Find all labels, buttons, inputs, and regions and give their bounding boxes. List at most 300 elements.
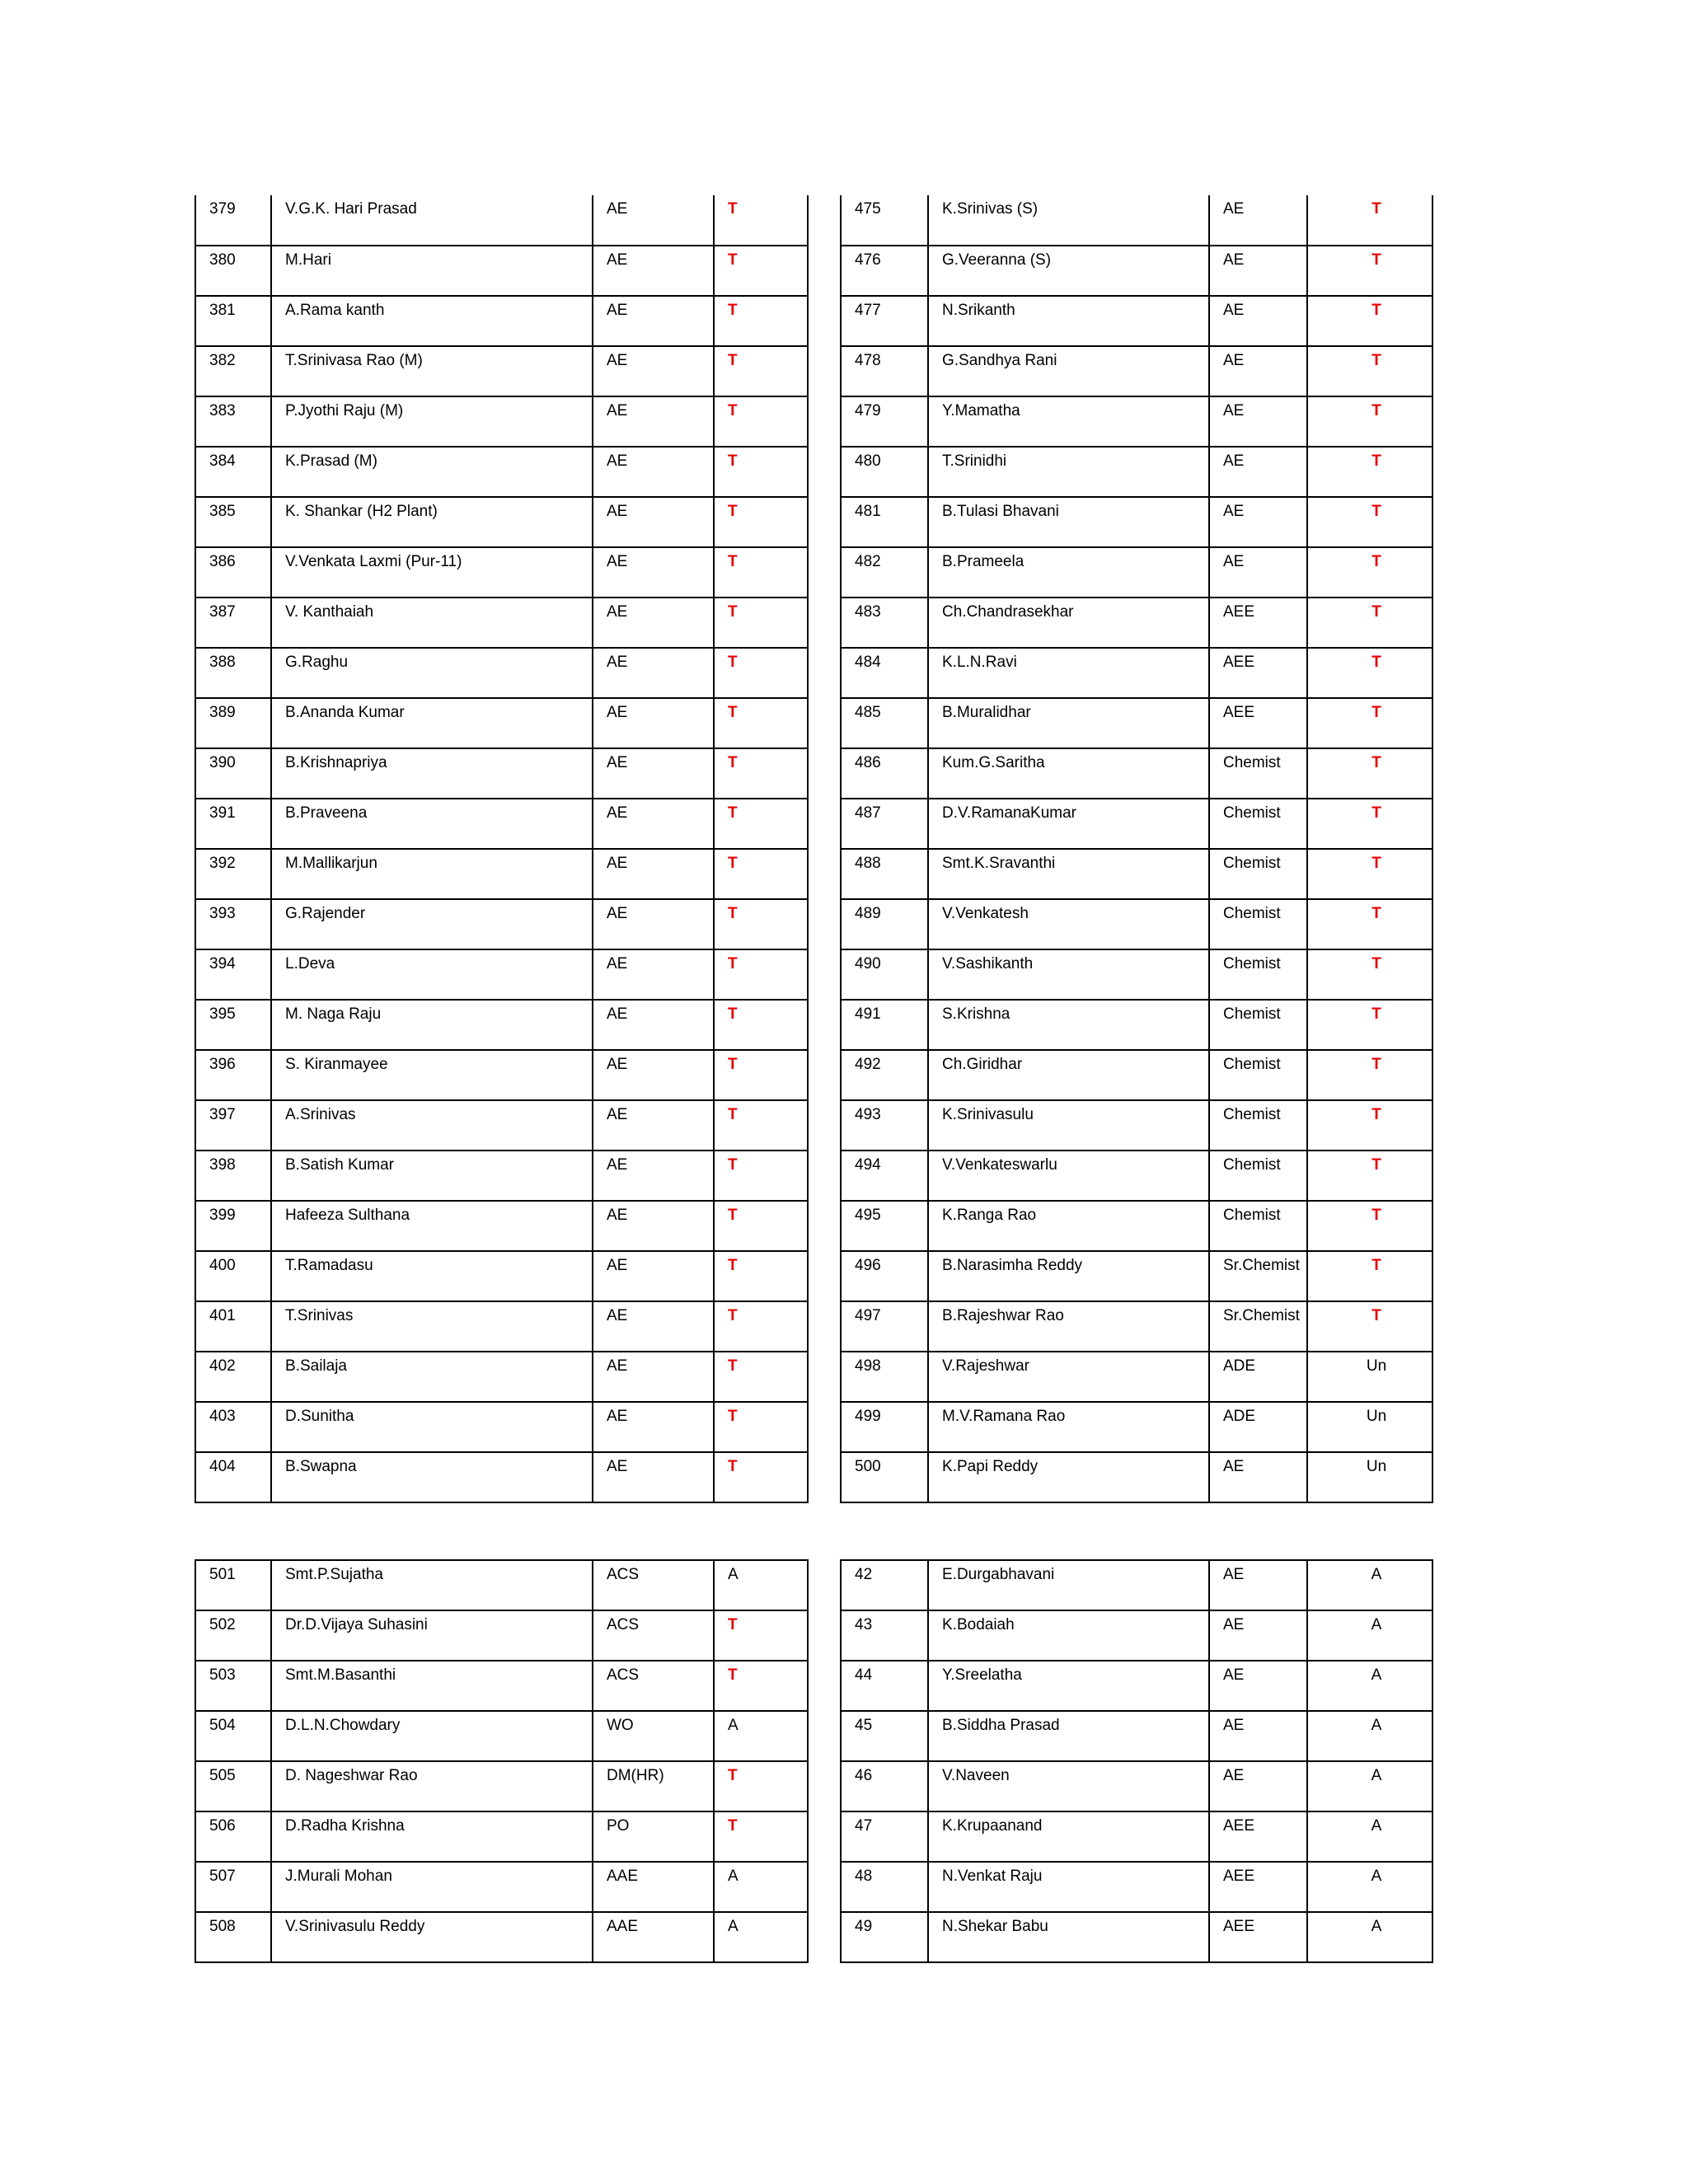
table-row xyxy=(195,447,808,497)
table-row xyxy=(195,849,808,899)
designation-cell: AE xyxy=(593,296,714,346)
employee-name-cell: Smt.M.Basanthi xyxy=(271,1661,593,1711)
table-row xyxy=(195,1352,808,1402)
employee-name-cell: K.Krupaanand xyxy=(928,1811,1209,1862)
serial-number-cell: 490 xyxy=(841,949,928,1000)
status-cell: T xyxy=(714,1811,808,1862)
lower-left-roster-table xyxy=(195,1559,809,1963)
serial-number-cell: 501 xyxy=(195,1560,271,1610)
serial-number-cell: 387 xyxy=(195,598,271,648)
status-cell: T xyxy=(714,648,808,698)
employee-name-cell: V. Kanthaiah xyxy=(271,598,593,648)
serial-number-cell: 401 xyxy=(195,1301,271,1352)
designation-cell: AE xyxy=(593,849,714,899)
serial-number-cell: 46 xyxy=(841,1761,928,1811)
employee-name-cell: T.Srinidhi xyxy=(928,447,1209,497)
table-row xyxy=(841,1711,1432,1761)
designation-cell: AE xyxy=(1209,296,1307,346)
employee-name-cell: B.Swapna xyxy=(271,1452,593,1502)
status-cell: T xyxy=(714,346,808,396)
table-row xyxy=(195,1201,808,1251)
designation-cell: AE xyxy=(1209,547,1307,598)
status-cell: T xyxy=(714,1100,808,1151)
employee-name-cell: L.Deva xyxy=(271,949,593,1000)
table-row xyxy=(841,447,1432,497)
serial-number-cell: 399 xyxy=(195,1201,271,1251)
status-cell: T xyxy=(714,1201,808,1251)
status-cell: A xyxy=(1307,1811,1432,1862)
designation-cell: AE xyxy=(593,1201,714,1251)
serial-number-cell: 48 xyxy=(841,1862,928,1912)
employee-name-cell: K.Srinivas (S) xyxy=(928,195,1209,246)
designation-cell: AE xyxy=(1209,346,1307,396)
employee-name-cell: B.Muralidhar xyxy=(928,698,1209,748)
serial-number-cell: 382 xyxy=(195,346,271,396)
status-cell: T xyxy=(714,296,808,346)
status-cell: T xyxy=(1307,698,1432,748)
serial-number-cell: 504 xyxy=(195,1711,271,1761)
table-row xyxy=(841,748,1432,799)
serial-number-cell: 487 xyxy=(841,799,928,849)
designation-cell: Chemist xyxy=(1209,949,1307,1000)
serial-number-cell: 386 xyxy=(195,547,271,598)
designation-cell: AE xyxy=(593,1000,714,1050)
status-cell: T xyxy=(714,1301,808,1352)
designation-cell: AEE xyxy=(1209,1912,1307,1962)
table-row xyxy=(195,1050,808,1100)
table-row xyxy=(195,748,808,799)
employee-name-cell: V.Srinivasulu Reddy xyxy=(271,1912,593,1962)
employee-name-cell: N.Srikanth xyxy=(928,296,1209,346)
lower-left-roster-body xyxy=(195,1560,808,1962)
designation-cell: Chemist xyxy=(1209,1050,1307,1100)
serial-number-cell: 494 xyxy=(841,1151,928,1201)
table-row xyxy=(841,598,1432,648)
serial-number-cell: 379 xyxy=(195,195,271,246)
table-row xyxy=(195,648,808,698)
employee-name-cell: K.L.N.Ravi xyxy=(928,648,1209,698)
table-row xyxy=(841,497,1432,547)
status-cell: T xyxy=(714,1402,808,1452)
employee-name-cell: V.Venkatesh xyxy=(928,899,1209,949)
designation-cell: AE xyxy=(593,748,714,799)
employee-name-cell: M.Mallikarjun xyxy=(271,849,593,899)
designation-cell: AE xyxy=(593,246,714,296)
status-cell: T xyxy=(714,1452,808,1502)
designation-cell: AEE xyxy=(1209,598,1307,648)
status-cell: T xyxy=(1307,799,1432,849)
serial-number-cell: 384 xyxy=(195,447,271,497)
status-cell: T xyxy=(1307,1100,1432,1151)
table-row xyxy=(195,1000,808,1050)
serial-number-cell: 477 xyxy=(841,296,928,346)
table-row xyxy=(195,1862,808,1912)
serial-number-cell: 397 xyxy=(195,1100,271,1151)
status-cell: T xyxy=(714,598,808,648)
designation-cell: AE xyxy=(593,447,714,497)
serial-number-cell: 402 xyxy=(195,1352,271,1402)
employee-name-cell: Smt.K.Sravanthi xyxy=(928,849,1209,899)
designation-cell: AEE xyxy=(1209,1862,1307,1912)
table-row xyxy=(841,1000,1432,1050)
employee-name-cell: A.Srinivas xyxy=(271,1100,593,1151)
table-row xyxy=(841,1201,1432,1251)
status-cell: T xyxy=(1307,1050,1432,1100)
employee-name-cell: B.Sailaja xyxy=(271,1352,593,1402)
designation-cell: AE xyxy=(1209,1711,1307,1761)
designation-cell: AE xyxy=(593,899,714,949)
employee-name-cell: D.L.N.Chowdary xyxy=(271,1711,593,1761)
status-cell: T xyxy=(714,396,808,447)
designation-cell: AE xyxy=(1209,447,1307,497)
serial-number-cell: 481 xyxy=(841,497,928,547)
employee-name-cell: K. Shankar (H2 Plant) xyxy=(271,497,593,547)
table-row xyxy=(841,1912,1432,1962)
status-cell: T xyxy=(1307,246,1432,296)
serial-number-cell: 507 xyxy=(195,1862,271,1912)
serial-number-cell: 498 xyxy=(841,1352,928,1402)
status-cell: T xyxy=(714,497,808,547)
designation-cell: AE xyxy=(593,1402,714,1452)
employee-name-cell: D.Radha Krishna xyxy=(271,1811,593,1862)
status-cell: T xyxy=(714,246,808,296)
status-cell: T xyxy=(714,547,808,598)
designation-cell: Chemist xyxy=(1209,748,1307,799)
designation-cell: AE xyxy=(593,698,714,748)
status-cell: T xyxy=(1307,648,1432,698)
table-row xyxy=(195,1301,808,1352)
employee-name-cell: P.Jyothi Raju (M) xyxy=(271,396,593,447)
designation-cell: AE xyxy=(593,1301,714,1352)
designation-cell: Chemist xyxy=(1209,1000,1307,1050)
serial-number-cell: 385 xyxy=(195,497,271,547)
lower-right-roster-body xyxy=(841,1560,1432,1962)
table-row xyxy=(195,1452,808,1502)
employee-name-cell: B.Krishnapriya xyxy=(271,748,593,799)
serial-number-cell: 400 xyxy=(195,1251,271,1301)
serial-number-cell: 404 xyxy=(195,1452,271,1502)
employee-name-cell: T.Ramadasu xyxy=(271,1251,593,1301)
table-row xyxy=(195,1151,808,1201)
status-cell: A xyxy=(1307,1761,1432,1811)
status-cell: Un xyxy=(1307,1402,1432,1452)
serial-number-cell: 392 xyxy=(195,849,271,899)
designation-cell: Chemist xyxy=(1209,799,1307,849)
status-cell: T xyxy=(1307,1201,1432,1251)
employee-name-cell: N.Shekar Babu xyxy=(928,1912,1209,1962)
serial-number-cell: 43 xyxy=(841,1610,928,1661)
employee-name-cell: B.Satish Kumar xyxy=(271,1151,593,1201)
designation-cell: AE xyxy=(593,799,714,849)
table-row xyxy=(841,1610,1432,1661)
designation-cell: ACS xyxy=(593,1560,714,1610)
employee-name-cell: Smt.P.Sujatha xyxy=(271,1560,593,1610)
employee-name-cell: K.Papi Reddy xyxy=(928,1452,1209,1502)
designation-cell: Chemist xyxy=(1209,849,1307,899)
employee-name-cell: J.Murali Mohan xyxy=(271,1862,593,1912)
designation-cell: AE xyxy=(1209,1761,1307,1811)
serial-number-cell: 488 xyxy=(841,849,928,899)
status-cell: T xyxy=(714,1151,808,1201)
serial-number-cell: 506 xyxy=(195,1811,271,1862)
employee-name-cell: K.Bodaiah xyxy=(928,1610,1209,1661)
status-cell: T xyxy=(1307,1000,1432,1050)
designation-cell: ACS xyxy=(593,1661,714,1711)
employee-name-cell: K.Ranga Rao xyxy=(928,1201,1209,1251)
status-cell: T xyxy=(1307,195,1432,246)
designation-cell: AE xyxy=(1209,1560,1307,1610)
employee-name-cell: B.Narasimha Reddy xyxy=(928,1251,1209,1301)
serial-number-cell: 478 xyxy=(841,346,928,396)
designation-cell: Sr.Chemist xyxy=(1209,1251,1307,1301)
employee-name-cell: Dr.D.Vijaya Suhasini xyxy=(271,1610,593,1661)
status-cell: T xyxy=(714,447,808,497)
status-cell: A xyxy=(714,1862,808,1912)
upper-right-roster-body xyxy=(841,195,1432,1502)
designation-cell: AE xyxy=(593,1452,714,1502)
table-row xyxy=(841,1811,1432,1862)
serial-number-cell: 394 xyxy=(195,949,271,1000)
designation-cell: AE xyxy=(593,1352,714,1402)
serial-number-cell: 483 xyxy=(841,598,928,648)
serial-number-cell: 489 xyxy=(841,899,928,949)
designation-cell: AE xyxy=(593,396,714,447)
designation-cell: AE xyxy=(593,648,714,698)
employee-name-cell: T.Srinivas xyxy=(271,1301,593,1352)
employee-name-cell: D. Nageshwar Rao xyxy=(271,1761,593,1811)
table-row xyxy=(195,1661,808,1711)
table-row xyxy=(841,1151,1432,1201)
table-row xyxy=(841,1761,1432,1811)
serial-number-cell: 484 xyxy=(841,648,928,698)
status-cell: A xyxy=(714,1560,808,1610)
designation-cell: Sr.Chemist xyxy=(1209,1301,1307,1352)
table-row xyxy=(195,1610,808,1661)
status-cell: T xyxy=(714,1610,808,1661)
status-cell: T xyxy=(714,949,808,1000)
table-row xyxy=(841,1862,1432,1912)
table-row xyxy=(841,246,1432,296)
designation-cell: AE xyxy=(1209,497,1307,547)
status-cell: A xyxy=(1307,1610,1432,1661)
table-row xyxy=(841,1100,1432,1151)
table-row xyxy=(195,296,808,346)
status-cell: A xyxy=(1307,1560,1432,1610)
employee-name-cell: G.Veeranna (S) xyxy=(928,246,1209,296)
table-row xyxy=(195,1100,808,1151)
employee-name-cell: Hafeeza Sulthana xyxy=(271,1201,593,1251)
designation-cell: AE xyxy=(593,1151,714,1201)
employee-name-cell: Ch.Chandrasekhar xyxy=(928,598,1209,648)
status-cell: T xyxy=(714,748,808,799)
designation-cell: AE xyxy=(593,1251,714,1301)
employee-name-cell: Kum.G.Saritha xyxy=(928,748,1209,799)
serial-number-cell: 393 xyxy=(195,899,271,949)
table-row xyxy=(841,799,1432,849)
serial-number-cell: 492 xyxy=(841,1050,928,1100)
designation-cell: AAE xyxy=(593,1912,714,1962)
table-row xyxy=(195,1251,808,1301)
table-row xyxy=(195,497,808,547)
designation-cell: ADE xyxy=(1209,1402,1307,1452)
status-cell: A xyxy=(1307,1711,1432,1761)
employee-name-cell: A.Rama kanth xyxy=(271,296,593,346)
table-row xyxy=(841,1560,1432,1610)
table-row xyxy=(195,547,808,598)
status-cell: Un xyxy=(1307,1452,1432,1502)
serial-number-cell: 44 xyxy=(841,1661,928,1711)
serial-number-cell: 389 xyxy=(195,698,271,748)
serial-number-cell: 495 xyxy=(841,1201,928,1251)
status-cell: T xyxy=(1307,899,1432,949)
serial-number-cell: 49 xyxy=(841,1912,928,1962)
employee-name-cell: V.Venkata Laxmi (Pur-11) xyxy=(271,547,593,598)
designation-cell: AAE xyxy=(593,1862,714,1912)
designation-cell: Chemist xyxy=(1209,1151,1307,1201)
serial-number-cell: 391 xyxy=(195,799,271,849)
employee-name-cell: T.Srinivasa Rao (M) xyxy=(271,346,593,396)
table-row xyxy=(841,648,1432,698)
designation-cell: AE xyxy=(1209,195,1307,246)
table-row xyxy=(841,698,1432,748)
table-row xyxy=(841,346,1432,396)
status-cell: T xyxy=(714,1352,808,1402)
status-cell: T xyxy=(714,698,808,748)
status-cell: T xyxy=(1307,346,1432,396)
serial-number-cell: 505 xyxy=(195,1761,271,1811)
employee-name-cell: K.Prasad (M) xyxy=(271,447,593,497)
designation-cell: PO xyxy=(593,1811,714,1862)
serial-number-cell: 482 xyxy=(841,547,928,598)
serial-number-cell: 47 xyxy=(841,1811,928,1862)
designation-cell: Chemist xyxy=(1209,899,1307,949)
status-cell: T xyxy=(1307,748,1432,799)
status-cell: T xyxy=(1307,1301,1432,1352)
designation-cell: WO xyxy=(593,1711,714,1761)
status-cell: T xyxy=(714,1000,808,1050)
status-cell: T xyxy=(1307,598,1432,648)
upper-left-roster-body xyxy=(195,195,808,1502)
status-cell: A xyxy=(1307,1661,1432,1711)
table-row xyxy=(195,899,808,949)
employee-name-cell: S.Krishna xyxy=(928,1000,1209,1050)
serial-number-cell: 396 xyxy=(195,1050,271,1100)
table-row xyxy=(841,296,1432,346)
designation-cell: AE xyxy=(1209,1452,1307,1502)
status-cell: T xyxy=(1307,447,1432,497)
upper-left-roster-table xyxy=(195,195,809,1503)
status-cell: T xyxy=(1307,849,1432,899)
table-row xyxy=(195,949,808,1000)
table-row xyxy=(195,1711,808,1761)
table-row xyxy=(841,1301,1432,1352)
table-row xyxy=(195,1560,808,1610)
employee-name-cell: M.V.Ramana Rao xyxy=(928,1402,1209,1452)
status-cell: T xyxy=(714,1761,808,1811)
table-row xyxy=(195,1761,808,1811)
serial-number-cell: 503 xyxy=(195,1661,271,1711)
designation-cell: AE xyxy=(593,346,714,396)
table-row xyxy=(841,1050,1432,1100)
designation-cell: DM(HR) xyxy=(593,1761,714,1811)
status-cell: T xyxy=(714,195,808,246)
serial-number-cell: 383 xyxy=(195,396,271,447)
status-cell: T xyxy=(1307,497,1432,547)
status-cell: T xyxy=(1307,396,1432,447)
designation-cell: AE xyxy=(1209,396,1307,447)
table-row xyxy=(841,1402,1432,1452)
designation-cell: AE xyxy=(1209,1610,1307,1661)
designation-cell: AE xyxy=(1209,246,1307,296)
serial-number-cell: 476 xyxy=(841,246,928,296)
table-row xyxy=(195,799,808,849)
table-row xyxy=(841,1352,1432,1402)
status-cell: T xyxy=(714,1661,808,1711)
employee-name-cell: Y.Mamatha xyxy=(928,396,1209,447)
status-cell: T xyxy=(714,799,808,849)
designation-cell: AE xyxy=(593,1100,714,1151)
table-row xyxy=(195,1912,808,1962)
serial-number-cell: 508 xyxy=(195,1912,271,1962)
employee-name-cell: E.Durgabhavani xyxy=(928,1560,1209,1610)
status-cell: T xyxy=(714,899,808,949)
employee-name-cell: B.Prameela xyxy=(928,547,1209,598)
serial-number-cell: 500 xyxy=(841,1452,928,1502)
table-row xyxy=(195,195,808,246)
upper-right-roster-table xyxy=(840,195,1433,1503)
status-cell: A xyxy=(714,1711,808,1761)
status-cell: A xyxy=(1307,1912,1432,1962)
serial-number-cell: 42 xyxy=(841,1560,928,1610)
designation-cell: AE xyxy=(593,1050,714,1100)
employee-name-cell: V.Sashikanth xyxy=(928,949,1209,1000)
serial-number-cell: 403 xyxy=(195,1402,271,1452)
serial-number-cell: 381 xyxy=(195,296,271,346)
serial-number-cell: 380 xyxy=(195,246,271,296)
employee-name-cell: D.Sunitha xyxy=(271,1402,593,1452)
status-cell: T xyxy=(1307,296,1432,346)
designation-cell: AEE xyxy=(1209,648,1307,698)
designation-cell: AE xyxy=(593,195,714,246)
designation-cell: AEE xyxy=(1209,698,1307,748)
serial-number-cell: 496 xyxy=(841,1251,928,1301)
designation-cell: ADE xyxy=(1209,1352,1307,1402)
serial-number-cell: 480 xyxy=(841,447,928,497)
designation-cell: AE xyxy=(1209,1661,1307,1711)
table-row xyxy=(841,547,1432,598)
serial-number-cell: 497 xyxy=(841,1301,928,1352)
designation-cell: AE xyxy=(593,497,714,547)
serial-number-cell: 485 xyxy=(841,698,928,748)
employee-name-cell: V.Venkateswarlu xyxy=(928,1151,1209,1201)
serial-number-cell: 499 xyxy=(841,1402,928,1452)
status-cell: T xyxy=(714,849,808,899)
serial-number-cell: 390 xyxy=(195,748,271,799)
table-row xyxy=(195,1811,808,1862)
status-cell: T xyxy=(1307,949,1432,1000)
employee-name-cell: D.V.RamanaKumar xyxy=(928,799,1209,849)
employee-name-cell: B.Praveena xyxy=(271,799,593,849)
serial-number-cell: 491 xyxy=(841,1000,928,1050)
status-cell: T xyxy=(714,1251,808,1301)
status-cell: T xyxy=(1307,1251,1432,1301)
designation-cell: ACS xyxy=(593,1610,714,1661)
table-row xyxy=(841,1661,1432,1711)
table-row xyxy=(841,1452,1432,1502)
status-cell: Un xyxy=(1307,1352,1432,1402)
employee-name-cell: Ch.Giridhar xyxy=(928,1050,1209,1100)
employee-name-cell: B.Siddha Prasad xyxy=(928,1711,1209,1761)
